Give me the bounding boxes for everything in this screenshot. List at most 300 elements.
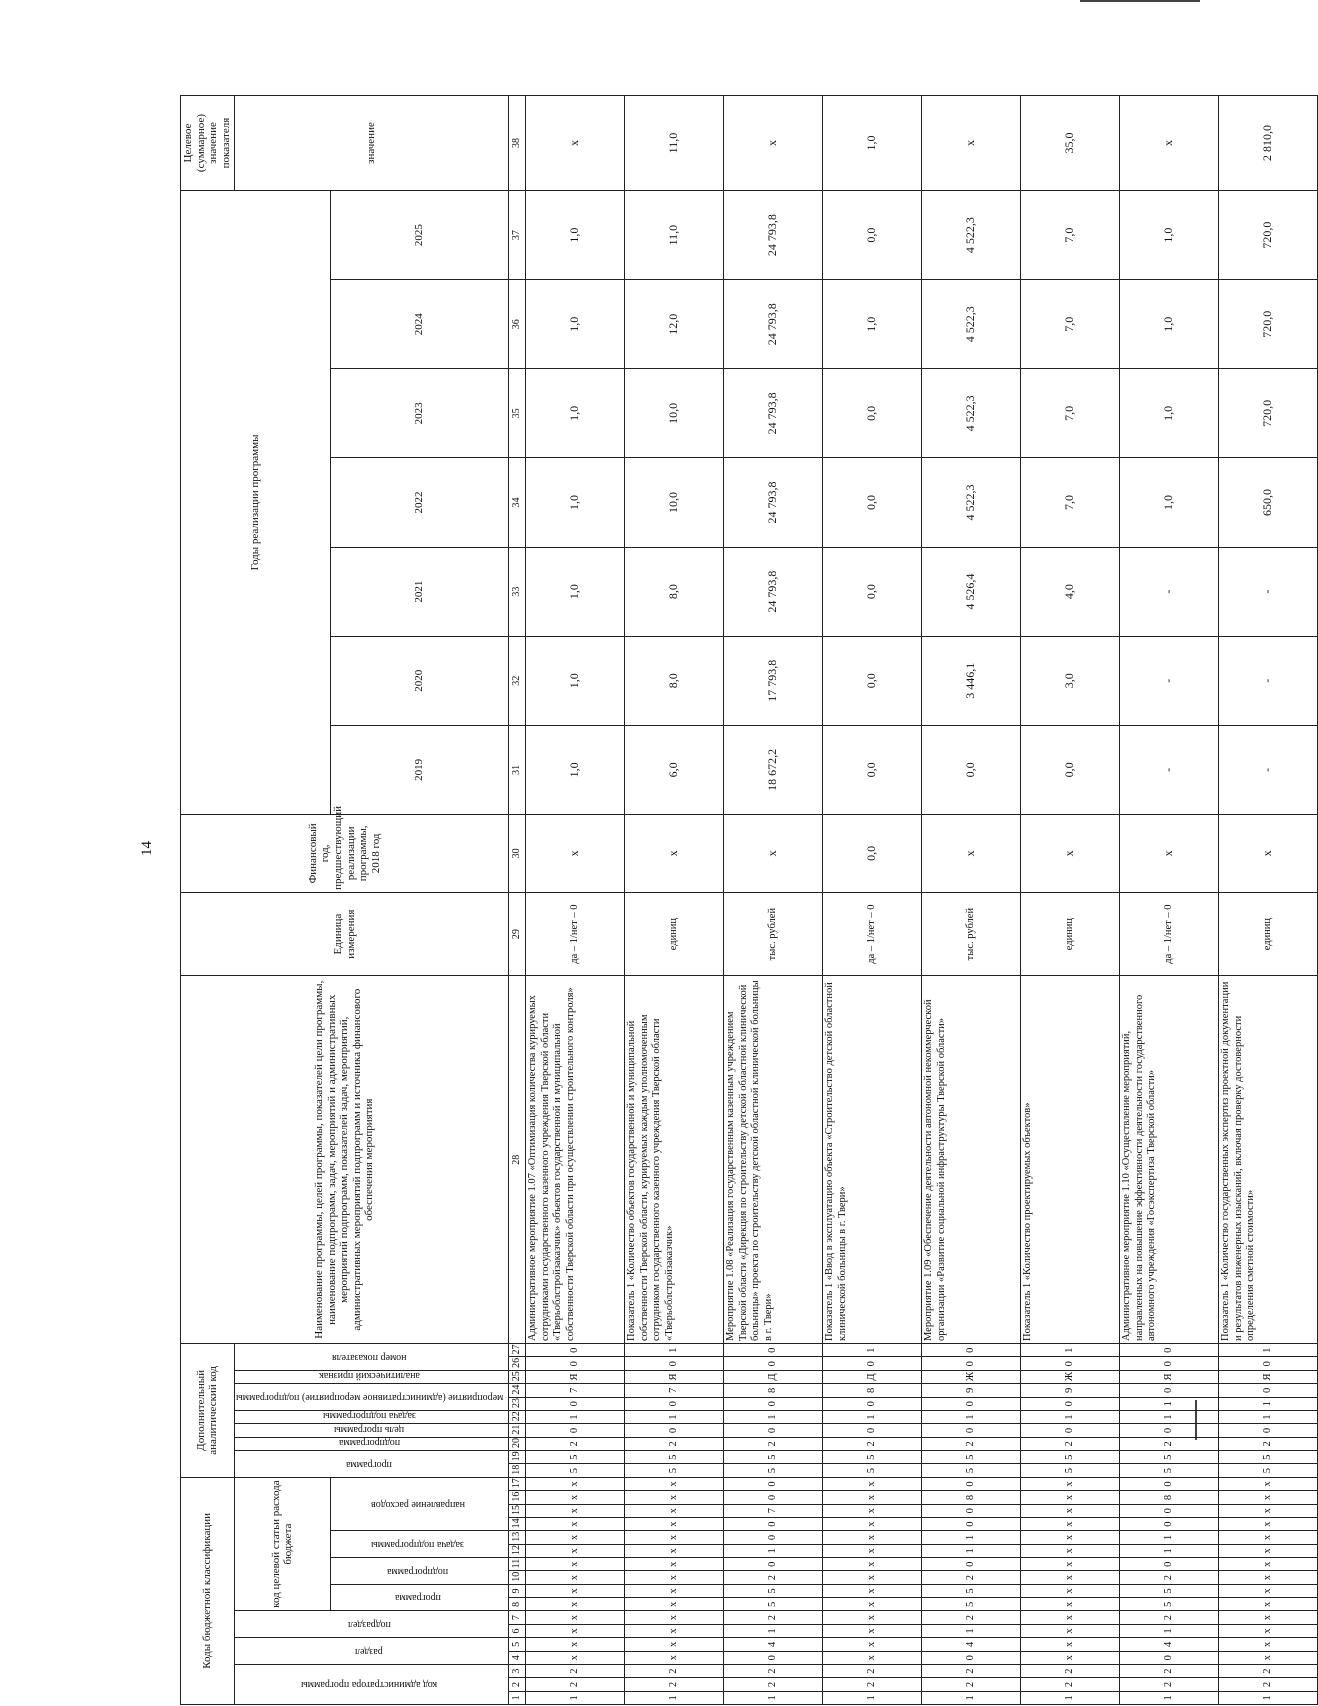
row-year-value: 720,0 bbox=[1219, 369, 1318, 458]
code-digit: 0 bbox=[526, 1397, 625, 1410]
code-digit: 0 bbox=[526, 1344, 625, 1357]
code-digit: 0 bbox=[922, 1651, 1021, 1664]
code-digit: x bbox=[1021, 1611, 1120, 1624]
column-number: 32 bbox=[509, 636, 526, 725]
code-digit: 8 bbox=[922, 1491, 1021, 1504]
row-target: 1,0 bbox=[823, 96, 922, 191]
code-digit: x bbox=[1219, 1477, 1318, 1491]
row-name: Показатель 1 «Количество объектов государственной и муниципальной собственности Тверской области, курируемых каждым уполномоченным сотрудником государственного казенного учреждения Тверской области «Тверьоблстройзаказчик» bbox=[625, 976, 724, 1344]
row-year-value: 3,0 bbox=[1021, 636, 1120, 725]
code-digit: 2 bbox=[1120, 1437, 1219, 1450]
row-base-year: x bbox=[526, 814, 625, 892]
header-program-goal-text: цель программы bbox=[334, 1423, 405, 1435]
code-digit: 9 bbox=[922, 1384, 1021, 1397]
code-digit: 0 bbox=[1120, 1357, 1219, 1370]
row-base-year: 0,0 bbox=[823, 814, 922, 892]
code-digit: x bbox=[625, 1651, 724, 1664]
code-digit: 2 bbox=[1120, 1611, 1219, 1624]
code-digit: x bbox=[1021, 1544, 1120, 1557]
header-subsection bbox=[234, 1611, 508, 1638]
code-digit: x bbox=[823, 1544, 922, 1557]
code-digit: 2 bbox=[625, 1664, 724, 1677]
code-digit: Д bbox=[823, 1370, 922, 1383]
code-digit: x bbox=[1219, 1571, 1318, 1584]
row-year-value: 12,0 bbox=[625, 280, 724, 369]
code-digit: x bbox=[1021, 1651, 1120, 1664]
row-year-value: 0,0 bbox=[823, 458, 922, 547]
code-digit: 0 bbox=[1120, 1344, 1219, 1357]
code-digit: 1 bbox=[823, 1344, 922, 1357]
code-digit: 0 bbox=[724, 1558, 823, 1571]
code-digit: 5 bbox=[1021, 1451, 1120, 1464]
row-base-year: x bbox=[922, 814, 1021, 892]
code-digit: 1 bbox=[922, 1531, 1021, 1544]
column-number: 18 bbox=[509, 1464, 526, 1477]
code-digit: 0 bbox=[724, 1477, 823, 1491]
row-year-value: 1,0 bbox=[1120, 191, 1219, 280]
header-measure bbox=[234, 1384, 508, 1411]
column-number: 22 bbox=[509, 1410, 526, 1423]
code-digit: x bbox=[823, 1531, 922, 1544]
column-number: 20 bbox=[509, 1437, 526, 1450]
code-digit: 2 bbox=[1120, 1664, 1219, 1677]
row-year-value: - bbox=[1120, 636, 1219, 725]
code-digit: x bbox=[625, 1638, 724, 1651]
code-digit: 0 bbox=[724, 1531, 823, 1544]
code-digit: 7 bbox=[625, 1384, 724, 1397]
header-additional-code: Дополнительный аналитический код bbox=[181, 1344, 235, 1478]
code-digit: 2 bbox=[1219, 1678, 1318, 1691]
header-program-text: программа bbox=[394, 1592, 441, 1604]
row-year-value: 1,0 bbox=[526, 369, 625, 458]
code-digit: 0 bbox=[1219, 1357, 1318, 1370]
row-year-value: 1,0 bbox=[823, 280, 922, 369]
row-target: x bbox=[526, 96, 625, 191]
column-number: 34 bbox=[509, 458, 526, 547]
header-measure-text: мероприятие (административное мероприятие) подпрограммы bbox=[235, 1391, 503, 1403]
row-target: 35,0 bbox=[1021, 96, 1120, 191]
row-year-value: 3 446,1 bbox=[922, 636, 1021, 725]
row-year-value: 24 793,8 bbox=[724, 369, 823, 458]
column-number: 30 bbox=[509, 814, 526, 892]
code-digit: 0 bbox=[1120, 1477, 1219, 1491]
code-digit: 0 bbox=[526, 1424, 625, 1437]
header-program-task bbox=[234, 1410, 508, 1423]
code-digit: 1 bbox=[922, 1410, 1021, 1423]
code-digit: x bbox=[526, 1611, 625, 1624]
code-digit: x bbox=[1021, 1638, 1120, 1651]
row-year-value: 24 793,8 bbox=[724, 191, 823, 280]
code-digit: x bbox=[526, 1491, 625, 1504]
code-digit: 5 bbox=[526, 1464, 625, 1477]
column-number: 3 bbox=[509, 1664, 526, 1677]
code-digit: 2 bbox=[1021, 1437, 1120, 1450]
header-analytic-sign-text: аналитический признак bbox=[318, 1370, 420, 1382]
table-row bbox=[1120, 96, 1219, 1705]
row-unit: единиц bbox=[1021, 892, 1120, 976]
code-digit: Я bbox=[625, 1370, 724, 1383]
header-expense-dir bbox=[331, 1477, 509, 1531]
column-number: 5 bbox=[509, 1638, 526, 1651]
code-digit: x bbox=[526, 1544, 625, 1557]
code-digit: 5 bbox=[823, 1451, 922, 1464]
code-digit: x bbox=[1021, 1517, 1120, 1530]
code-digit: 0 bbox=[922, 1477, 1021, 1491]
row-base-year: x bbox=[724, 814, 823, 892]
row-year-value: - bbox=[1120, 725, 1219, 814]
header-program2-text: программа bbox=[346, 1458, 393, 1470]
code-digit: 1 bbox=[1120, 1410, 1219, 1423]
code-digit: 8 bbox=[823, 1384, 922, 1397]
code-digit: 5 bbox=[625, 1451, 724, 1464]
code-digit: 1 bbox=[1219, 1397, 1318, 1410]
code-digit: 5 bbox=[724, 1464, 823, 1477]
code-digit: 2 bbox=[1021, 1664, 1120, 1677]
row-year-value: 720,0 bbox=[1219, 280, 1318, 369]
header-year: 2025 bbox=[331, 191, 509, 280]
row-base-year: x bbox=[1021, 814, 1120, 892]
header-year: 2023 bbox=[331, 369, 509, 458]
row-target: 11,0 bbox=[625, 96, 724, 191]
code-digit: 0 bbox=[724, 1357, 823, 1370]
code-digit: x bbox=[1021, 1598, 1120, 1611]
code-digit: x bbox=[823, 1624, 922, 1637]
header-program-task-text: задача подпрограммы bbox=[322, 1410, 416, 1422]
column-number: 25 bbox=[509, 1370, 526, 1383]
code-digit: 2 bbox=[724, 1611, 823, 1624]
rotated-table-container bbox=[180, 95, 1275, 1705]
row-base-year: x bbox=[1219, 814, 1318, 892]
column-number: 23 bbox=[509, 1397, 526, 1410]
header-program2 bbox=[234, 1451, 508, 1478]
row-year-value: 1,0 bbox=[526, 458, 625, 547]
header-year: 2020 bbox=[331, 636, 509, 725]
code-digit: 5 bbox=[724, 1598, 823, 1611]
row-unit: да – 1/нет – 0 bbox=[1120, 892, 1219, 976]
row-year-value: - bbox=[1219, 725, 1318, 814]
row-year-value: 0,0 bbox=[823, 369, 922, 458]
code-digit: 5 bbox=[922, 1584, 1021, 1597]
code-digit: 5 bbox=[922, 1451, 1021, 1464]
code-digit: x bbox=[1219, 1558, 1318, 1571]
row-unit: тыс. рублей bbox=[922, 892, 1021, 976]
code-digit: 2 bbox=[724, 1437, 823, 1450]
header-admin-code-text: код администратора программы bbox=[301, 1679, 438, 1691]
code-digit: 1 bbox=[724, 1410, 823, 1423]
row-year-value: - bbox=[1120, 547, 1219, 636]
code-digit: 7 bbox=[724, 1504, 823, 1517]
code-digit: 0 bbox=[526, 1357, 625, 1370]
header-years-group: Годы реализации программы bbox=[181, 191, 331, 815]
header-target-item: код целевой статьи расхода бюджета bbox=[234, 1477, 330, 1611]
code-digit: 2 bbox=[526, 1678, 625, 1691]
code-digit: x bbox=[823, 1638, 922, 1651]
row-base-year: x bbox=[625, 814, 724, 892]
code-digit: 0 bbox=[922, 1424, 1021, 1437]
header-year: 2024 bbox=[331, 280, 509, 369]
code-digit: 0 bbox=[823, 1397, 922, 1410]
code-digit: 2 bbox=[1219, 1437, 1318, 1450]
code-digit: 5 bbox=[1219, 1464, 1318, 1477]
code-digit: x bbox=[625, 1558, 724, 1571]
code-digit: x bbox=[625, 1624, 724, 1637]
code-digit: x bbox=[1219, 1531, 1318, 1544]
code-digit: 1 bbox=[823, 1410, 922, 1423]
header-subprogram2 bbox=[234, 1437, 508, 1450]
code-digit: x bbox=[1021, 1571, 1120, 1584]
code-digit: 2 bbox=[526, 1664, 625, 1677]
code-digit: x bbox=[625, 1491, 724, 1504]
code-digit: 0 bbox=[922, 1558, 1021, 1571]
row-year-value: 1,0 bbox=[1120, 369, 1219, 458]
code-digit: 1 bbox=[625, 1691, 724, 1704]
row-year-value: 7,0 bbox=[1021, 191, 1120, 280]
code-digit: 0 bbox=[625, 1357, 724, 1370]
table-row bbox=[823, 96, 922, 1705]
row-year-value: - bbox=[1219, 636, 1318, 725]
code-digit: x bbox=[1219, 1611, 1318, 1624]
code-digit: 1 bbox=[1219, 1410, 1318, 1423]
code-digit: Я bbox=[1120, 1370, 1219, 1383]
column-number: 11 bbox=[509, 1558, 526, 1571]
code-digit: 2 bbox=[823, 1437, 922, 1450]
row-year-value: 650,0 bbox=[1219, 458, 1318, 547]
header-task-sub-text: задача подпрограммы bbox=[371, 1538, 464, 1550]
code-digit: 1 bbox=[1120, 1691, 1219, 1704]
code-digit: 5 bbox=[724, 1584, 823, 1597]
header-program bbox=[331, 1584, 509, 1611]
code-digit: 5 bbox=[1021, 1464, 1120, 1477]
code-digit: 0 bbox=[922, 1517, 1021, 1530]
column-number: 2 bbox=[509, 1678, 526, 1691]
header-value: значение bbox=[234, 96, 508, 191]
row-year-value: 7,0 bbox=[1021, 458, 1120, 547]
row-year-value: 720,0 bbox=[1219, 191, 1318, 280]
code-digit: 1 bbox=[724, 1544, 823, 1557]
code-digit: 7 bbox=[526, 1384, 625, 1397]
header-analytic-sign bbox=[234, 1370, 508, 1383]
header-section bbox=[234, 1638, 508, 1665]
row-year-value: 10,0 bbox=[625, 369, 724, 458]
code-digit: 5 bbox=[1219, 1451, 1318, 1464]
code-digit: x bbox=[823, 1491, 922, 1504]
column-number: 16 bbox=[509, 1491, 526, 1504]
row-year-value: 1,0 bbox=[526, 725, 625, 814]
code-digit: x bbox=[526, 1584, 625, 1597]
code-digit: x bbox=[625, 1477, 724, 1491]
row-year-value: 7,0 bbox=[1021, 280, 1120, 369]
row-year-value: 0,0 bbox=[823, 636, 922, 725]
code-digit: 1 bbox=[526, 1410, 625, 1423]
header-subprogram bbox=[331, 1558, 509, 1585]
code-digit: x bbox=[1219, 1504, 1318, 1517]
code-digit: x bbox=[1021, 1491, 1120, 1504]
row-year-value: 1,0 bbox=[1120, 458, 1219, 547]
code-digit: Ж bbox=[1021, 1370, 1120, 1383]
header-year: 2022 bbox=[331, 458, 509, 547]
code-digit: x bbox=[526, 1571, 625, 1584]
code-digit: 9 bbox=[1021, 1384, 1120, 1397]
header-indicator-num-text: номер показателя bbox=[332, 1351, 407, 1363]
code-digit: 1 bbox=[1021, 1344, 1120, 1357]
code-digit: 2 bbox=[922, 1571, 1021, 1584]
code-digit: x bbox=[625, 1598, 724, 1611]
row-year-value: 1,0 bbox=[526, 636, 625, 725]
code-digit: 0 bbox=[1120, 1384, 1219, 1397]
code-digit: 2 bbox=[625, 1678, 724, 1691]
code-digit: 0 bbox=[625, 1397, 724, 1410]
code-digit: 2 bbox=[724, 1571, 823, 1584]
row-target: x bbox=[724, 96, 823, 191]
row-target: x bbox=[1120, 96, 1219, 191]
row-year-value: 24 793,8 bbox=[724, 547, 823, 636]
code-digit: 0 bbox=[1120, 1651, 1219, 1664]
row-name: Мероприятие 1.09 «Обеспечение деятельности автономной некоммерческой организации «Развитие социальной инфраструктуры Тверской области» bbox=[922, 976, 1021, 1344]
header-subprogram-text: подпрограмма bbox=[386, 1565, 449, 1577]
code-digit: 2 bbox=[1120, 1571, 1219, 1584]
code-digit: 0 bbox=[1120, 1517, 1219, 1530]
code-digit: x bbox=[526, 1598, 625, 1611]
code-digit: 1 bbox=[1219, 1691, 1318, 1704]
code-digit: 5 bbox=[724, 1451, 823, 1464]
row-year-value: 0,0 bbox=[922, 725, 1021, 814]
code-digit: 0 bbox=[724, 1424, 823, 1437]
code-digit: 0 bbox=[1021, 1424, 1120, 1437]
code-digit: x bbox=[823, 1517, 922, 1530]
code-digit: 0 bbox=[922, 1357, 1021, 1370]
code-digit: x bbox=[823, 1504, 922, 1517]
code-digit: x bbox=[1219, 1544, 1318, 1557]
code-digit: 0 bbox=[1120, 1504, 1219, 1517]
column-number: 14 bbox=[509, 1517, 526, 1530]
code-digit: Я bbox=[526, 1370, 625, 1383]
code-digit: 1 bbox=[922, 1624, 1021, 1637]
row-year-value: 10,0 bbox=[625, 458, 724, 547]
code-digit: Д bbox=[724, 1370, 823, 1383]
code-digit: x bbox=[625, 1544, 724, 1557]
row-year-value: 1,0 bbox=[1120, 280, 1219, 369]
code-digit: x bbox=[526, 1531, 625, 1544]
row-year-value: 18 672,2 bbox=[724, 725, 823, 814]
row-year-value: 4 526,4 bbox=[922, 547, 1021, 636]
code-digit: 0 bbox=[922, 1504, 1021, 1517]
row-name: Показатель 1 «Количество государственных экспертиз проектной документации и результатов инженерных изысканий, включая проверку достоверности определения сметной стоимости» bbox=[1219, 976, 1318, 1344]
code-digit: 2 bbox=[526, 1437, 625, 1450]
column-number: 26 bbox=[509, 1357, 526, 1370]
code-digit: 5 bbox=[1120, 1598, 1219, 1611]
code-digit: x bbox=[1021, 1504, 1120, 1517]
row-year-value: 1,0 bbox=[526, 191, 625, 280]
code-digit: x bbox=[1021, 1531, 1120, 1544]
code-digit: 0 bbox=[724, 1651, 823, 1664]
header-subprogram2-text: подпрограмма bbox=[338, 1437, 400, 1449]
column-number: 31 bbox=[509, 725, 526, 814]
column-number: 8 bbox=[509, 1598, 526, 1611]
code-digit: x bbox=[823, 1651, 922, 1664]
row-year-value: 17 793,8 bbox=[724, 636, 823, 725]
column-number: 21 bbox=[509, 1424, 526, 1437]
code-digit: 1 bbox=[1120, 1531, 1219, 1544]
code-digit: x bbox=[526, 1517, 625, 1530]
row-unit: единиц bbox=[625, 892, 724, 976]
code-digit: 5 bbox=[625, 1464, 724, 1477]
table-row bbox=[625, 96, 724, 1705]
code-digit: 1 bbox=[922, 1544, 1021, 1557]
code-digit: x bbox=[1021, 1477, 1120, 1491]
code-digit: x bbox=[526, 1651, 625, 1664]
column-number: 4 bbox=[509, 1651, 526, 1664]
code-digit: 1 bbox=[1021, 1410, 1120, 1423]
row-target: x bbox=[922, 96, 1021, 191]
code-digit: 4 bbox=[1120, 1638, 1219, 1651]
code-digit: x bbox=[526, 1558, 625, 1571]
code-digit: x bbox=[526, 1477, 625, 1491]
code-digit: x bbox=[526, 1504, 625, 1517]
column-number: 15 bbox=[509, 1504, 526, 1517]
row-unit: да – 1/нет – 0 bbox=[526, 892, 625, 976]
code-digit: 0 bbox=[724, 1344, 823, 1357]
code-digit: 0 bbox=[724, 1397, 823, 1410]
code-digit: 1 bbox=[922, 1691, 1021, 1704]
code-digit: 1 bbox=[526, 1691, 625, 1704]
row-year-value: 1,0 bbox=[526, 547, 625, 636]
row-year-value: 0,0 bbox=[1021, 725, 1120, 814]
header-year: 2021 bbox=[331, 547, 509, 636]
column-number: 29 bbox=[509, 892, 526, 976]
code-digit: 2 bbox=[823, 1678, 922, 1691]
code-digit: 0 bbox=[1120, 1558, 1219, 1571]
code-digit: 4 bbox=[724, 1638, 823, 1651]
table-row bbox=[1021, 96, 1120, 1705]
code-digit: 0 bbox=[724, 1491, 823, 1504]
code-digit: x bbox=[625, 1584, 724, 1597]
row-year-value: 4,0 bbox=[1021, 547, 1120, 636]
header-year: 2019 bbox=[331, 725, 509, 814]
row-name: Административное мероприятие 1.07 «Оптимизация количества курируемых сотрудниками государственного казенного учреждения Тверской области «Тверьоблстройзаказчик» объектов государственной и муниципальной собственности Тверской области при осуществлении строительного контроля» bbox=[526, 976, 625, 1344]
code-digit: 0 bbox=[1021, 1357, 1120, 1370]
code-digit: 2 bbox=[922, 1611, 1021, 1624]
code-digit: 0 bbox=[1021, 1397, 1120, 1410]
row-year-value: 6,0 bbox=[625, 725, 724, 814]
header-expense-dir-text: направление расходов bbox=[370, 1498, 465, 1510]
header-indicator-num bbox=[234, 1344, 508, 1371]
scan-artifact bbox=[1080, 0, 1200, 2]
row-year-value: 24 793,8 bbox=[724, 458, 823, 547]
code-digit: x bbox=[823, 1598, 922, 1611]
code-digit: 1 bbox=[1021, 1691, 1120, 1704]
code-digit: 0 bbox=[1219, 1424, 1318, 1437]
code-digit: x bbox=[1219, 1584, 1318, 1597]
code-digit: Ж bbox=[922, 1370, 1021, 1383]
code-digit: x bbox=[823, 1584, 922, 1597]
code-digit: 2 bbox=[1120, 1678, 1219, 1691]
code-digit: 0 bbox=[625, 1424, 724, 1437]
code-digit: 2 bbox=[1021, 1678, 1120, 1691]
code-digit: 5 bbox=[1120, 1464, 1219, 1477]
row-year-value: 1,0 bbox=[526, 280, 625, 369]
code-digit: 5 bbox=[1120, 1451, 1219, 1464]
row-year-value: 4 522,3 bbox=[922, 458, 1021, 547]
column-number: 6 bbox=[509, 1624, 526, 1637]
code-digit: x bbox=[625, 1517, 724, 1530]
column-number: 7 bbox=[509, 1611, 526, 1624]
header-admin-code bbox=[234, 1664, 508, 1704]
code-digit: 5 bbox=[823, 1464, 922, 1477]
column-number: 38 bbox=[509, 96, 526, 191]
code-digit: x bbox=[823, 1571, 922, 1584]
code-digit: 1 bbox=[1120, 1544, 1219, 1557]
code-digit: 2 bbox=[922, 1664, 1021, 1677]
